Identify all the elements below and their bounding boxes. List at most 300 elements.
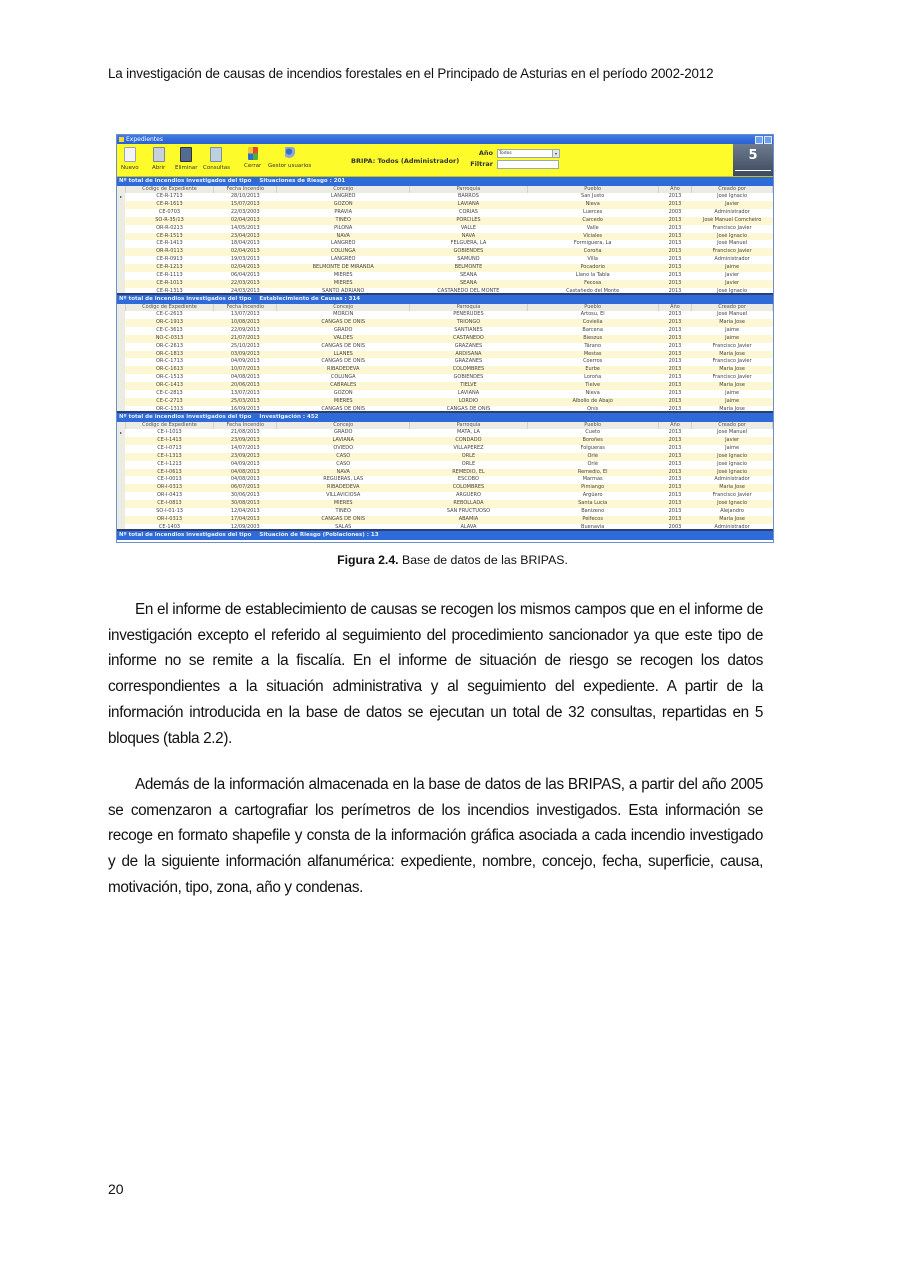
row-selector[interactable] bbox=[117, 524, 125, 531]
app-icon bbox=[119, 137, 124, 142]
table-cell: 2013 bbox=[658, 500, 691, 508]
table-cell: 14/05/2013 bbox=[214, 225, 277, 233]
table-cell: 02/04/2013 bbox=[214, 264, 277, 272]
table-cell: CANGAS DE ONÍS bbox=[277, 516, 410, 524]
section-situaciones-riesgo bbox=[117, 177, 773, 295]
table-cell: Javier bbox=[692, 201, 773, 209]
table-cell: Argüero bbox=[527, 492, 658, 500]
table-cell: ALAVA bbox=[410, 524, 527, 531]
table-cell: NAVA bbox=[277, 469, 410, 477]
table-row[interactable] bbox=[117, 288, 773, 295]
table-cell: CASTAÑEDO bbox=[410, 335, 527, 343]
column-header[interactable]: Fecha Incendio bbox=[214, 186, 277, 193]
table-cell: OR-C-1813 bbox=[125, 351, 214, 359]
table-cell: 13/07/2013 bbox=[214, 311, 277, 319]
table-row[interactable] bbox=[117, 469, 773, 477]
user-manager-button[interactable] bbox=[268, 147, 311, 169]
row-selector[interactable] bbox=[117, 327, 125, 335]
table-cell: 2013 bbox=[658, 217, 691, 225]
table-row[interactable] bbox=[117, 201, 773, 209]
table-cell: José Ignacio bbox=[692, 500, 773, 508]
table-row[interactable] bbox=[117, 516, 773, 524]
table-row[interactable] bbox=[117, 248, 773, 256]
row-selector[interactable] bbox=[117, 248, 125, 256]
table-cell: Francisco Javier bbox=[692, 358, 773, 366]
table-cell: 2013 bbox=[658, 240, 691, 248]
table-cell: Tárano bbox=[527, 343, 658, 351]
table-cell: 2013 bbox=[658, 508, 691, 516]
records-grid[interactable] bbox=[117, 422, 773, 531]
row-selector-header bbox=[117, 304, 125, 311]
open-button[interactable] bbox=[152, 147, 165, 171]
table-cell: Villa bbox=[527, 256, 658, 264]
table-cell: CE-R-1313 bbox=[125, 288, 214, 295]
column-header[interactable]: Códigc de Expediente bbox=[125, 304, 214, 311]
row-selector-header bbox=[117, 422, 125, 429]
table-row[interactable] bbox=[117, 327, 773, 335]
column-header[interactable]: Año bbox=[658, 422, 691, 429]
table-cell: GOBIENDES bbox=[410, 248, 527, 256]
row-selector[interactable] bbox=[117, 445, 125, 453]
row-selector[interactable] bbox=[117, 366, 125, 374]
table-cell: Nieva bbox=[527, 390, 658, 398]
column-header[interactable]: Fecha Incendio bbox=[214, 422, 277, 429]
table-cell: Fecosa bbox=[527, 280, 658, 288]
table-cell: 2013 bbox=[658, 193, 691, 201]
column-header[interactable]: Año bbox=[658, 304, 691, 311]
table-cell: 2013 bbox=[658, 319, 691, 327]
table-cell: Coerros bbox=[527, 358, 658, 366]
table-cell: 2013 bbox=[658, 492, 691, 500]
row-selector[interactable] bbox=[117, 476, 125, 484]
table-row[interactable] bbox=[117, 225, 773, 233]
column-header[interactable]: Parroquia bbox=[410, 422, 527, 429]
table-row[interactable] bbox=[117, 406, 773, 413]
table-cell: 30/08/2013 bbox=[214, 500, 277, 508]
table-cell: Francisco Javier bbox=[692, 492, 773, 500]
table-row[interactable] bbox=[117, 335, 773, 343]
table-row[interactable] bbox=[117, 382, 773, 390]
minimize-button[interactable] bbox=[755, 136, 763, 144]
section-header bbox=[117, 531, 773, 540]
table-cell: Luerces bbox=[527, 209, 658, 217]
table-cell: Jaime bbox=[692, 264, 773, 272]
new-button[interactable] bbox=[121, 147, 139, 171]
table-row[interactable] bbox=[117, 374, 773, 382]
table-row[interactable] bbox=[117, 193, 773, 201]
new-button-label: Nuevo bbox=[121, 165, 139, 171]
column-header[interactable]: Creado por bbox=[692, 186, 773, 193]
row-selector[interactable] bbox=[117, 358, 125, 366]
table-cell: MORCÍN bbox=[277, 311, 410, 319]
table-cell: Barcena bbox=[527, 327, 658, 335]
table-row[interactable] bbox=[117, 256, 773, 264]
table-cell: VALLE bbox=[410, 225, 527, 233]
grid-header-row bbox=[117, 304, 773, 311]
window-titlebar bbox=[117, 135, 773, 144]
table-cell: CE-R-1713 bbox=[125, 193, 214, 201]
table-cell: Coroña bbox=[527, 248, 658, 256]
row-selector[interactable] bbox=[117, 398, 125, 406]
table-cell: Orlé bbox=[527, 453, 658, 461]
table-cell: 02/04/2013 bbox=[214, 248, 277, 256]
row-selector[interactable] bbox=[117, 492, 125, 500]
table-cell: 2013 bbox=[658, 437, 691, 445]
column-header[interactable]: Concejo bbox=[277, 186, 410, 193]
table-cell: 2013 bbox=[658, 445, 691, 453]
table-cell: 04/08/2013 bbox=[214, 374, 277, 382]
table-cell: CE-1403 bbox=[125, 524, 214, 531]
column-header[interactable]: Pueblo bbox=[527, 304, 658, 311]
table-cell: 28/10/2013 bbox=[214, 193, 277, 201]
table-cell: ARDISANA bbox=[410, 351, 527, 359]
table-row[interactable] bbox=[117, 366, 773, 374]
table-cell: REMEDIO, EL bbox=[410, 469, 527, 477]
column-header[interactable]: Año bbox=[658, 186, 691, 193]
row-selector[interactable] bbox=[117, 469, 125, 477]
section-count: : 314 bbox=[344, 296, 361, 302]
row-selector[interactable] bbox=[117, 461, 125, 469]
row-selector[interactable] bbox=[117, 390, 125, 398]
table-cell: OR-C-1513 bbox=[125, 374, 214, 382]
table-cell: 2013 bbox=[658, 358, 691, 366]
table-cell: 2013 bbox=[658, 366, 691, 374]
table-row[interactable] bbox=[117, 461, 773, 469]
table-cell: Javier bbox=[692, 272, 773, 280]
table-cell: CE-I-0013 bbox=[125, 476, 214, 484]
table-cell: María Jose bbox=[692, 406, 773, 413]
table-row[interactable] bbox=[117, 217, 773, 225]
row-selector[interactable] bbox=[117, 453, 125, 461]
table-cell: 22/03/2013 bbox=[214, 280, 277, 288]
table-row[interactable] bbox=[117, 484, 773, 492]
window-controls bbox=[755, 136, 772, 144]
table-cell: COLOMBRES bbox=[410, 366, 527, 374]
table-cell: María Jose bbox=[692, 484, 773, 492]
row-selector[interactable] bbox=[117, 343, 125, 351]
table-cell: CE-R-1213 bbox=[125, 264, 214, 272]
table-cell: 2013 bbox=[658, 461, 691, 469]
table-cell: 2013 bbox=[658, 225, 691, 233]
table-cell: José Ignacio bbox=[692, 453, 773, 461]
query-icon bbox=[210, 147, 222, 162]
table-cell: María Jose bbox=[692, 516, 773, 524]
row-selector[interactable] bbox=[117, 500, 125, 508]
table-cell: OR-I-0413 bbox=[125, 492, 214, 500]
caption-text: Base de datos de las BRIPAS. bbox=[402, 553, 568, 567]
table-cell: TINEO bbox=[277, 217, 410, 225]
table-cell: Albollo de Abajo bbox=[527, 398, 658, 406]
table-cell: GRADO bbox=[277, 327, 410, 335]
table-row[interactable] bbox=[117, 264, 773, 272]
delete-button[interactable] bbox=[175, 147, 198, 171]
row-selector[interactable] bbox=[117, 256, 125, 264]
row-selector[interactable] bbox=[117, 516, 125, 524]
table-cell: COLUNGA bbox=[277, 374, 410, 382]
column-header[interactable]: Pueblo bbox=[527, 422, 658, 429]
table-cell: OR-C-1913 bbox=[125, 319, 214, 327]
table-cell: MIERES bbox=[277, 272, 410, 280]
table-row[interactable] bbox=[117, 209, 773, 217]
table-cell: CE-R-1613 bbox=[125, 201, 214, 209]
row-selector[interactable] bbox=[117, 335, 125, 343]
table-row[interactable] bbox=[117, 280, 773, 288]
table-cell: PEÑERUDES bbox=[410, 311, 527, 319]
open-button-label: Abrir bbox=[152, 165, 166, 171]
queries-button[interactable] bbox=[203, 147, 230, 171]
table-cell: GOZÓN bbox=[277, 201, 410, 209]
table-cell: CASO bbox=[277, 461, 410, 469]
table-cell: 25/10/2013 bbox=[214, 343, 277, 351]
column-header[interactable]: Concejo bbox=[277, 304, 410, 311]
table-cell: CE-0703 bbox=[125, 209, 214, 217]
table-cell: 23/09/2013 bbox=[214, 453, 277, 461]
table-cell: CE-C-2813 bbox=[125, 390, 214, 398]
table-cell: LAVIANA bbox=[410, 201, 527, 209]
table-cell: Loroña bbox=[527, 374, 658, 382]
section-situacion-riesgo-poblaciones bbox=[117, 531, 773, 540]
grid-header-row bbox=[117, 186, 773, 193]
grid-header-row bbox=[117, 422, 773, 429]
row-selector[interactable] bbox=[117, 351, 125, 359]
records-grid[interactable] bbox=[117, 304, 773, 413]
table-cell: BARROS bbox=[410, 193, 527, 201]
table-cell: 12/04/2013 bbox=[214, 508, 277, 516]
table-cell: 14/07/2013 bbox=[214, 445, 277, 453]
table-cell: ABAMIA bbox=[410, 516, 527, 524]
bripas-logo bbox=[733, 144, 773, 176]
table-cell: Francisco Javier bbox=[692, 225, 773, 233]
table-cell: CANGAS DE ONÍS bbox=[277, 358, 410, 366]
row-selector[interactable] bbox=[117, 311, 125, 319]
table-cell: 2013 bbox=[658, 311, 691, 319]
section-header bbox=[117, 295, 773, 304]
section-type: Situación de Riesgo (Poblaciones) bbox=[259, 532, 365, 538]
row-selector[interactable] bbox=[117, 484, 125, 492]
table-row[interactable] bbox=[117, 351, 773, 359]
table-cell: CORIAS bbox=[410, 209, 527, 217]
table-cell: VILLAVICIOSA bbox=[277, 492, 410, 500]
row-selector[interactable] bbox=[117, 508, 125, 516]
table-cell: 2013 bbox=[658, 343, 691, 351]
table-row[interactable] bbox=[117, 398, 773, 406]
row-selector[interactable] bbox=[117, 225, 125, 233]
table-cell: NAVA bbox=[277, 233, 410, 241]
table-cell: CE-I-0713 bbox=[125, 445, 214, 453]
table-cell: REGUERAS, LAS bbox=[277, 476, 410, 484]
row-selector[interactable] bbox=[117, 406, 125, 413]
table-row[interactable] bbox=[117, 272, 773, 280]
row-selector[interactable] bbox=[117, 437, 125, 445]
table-row[interactable] bbox=[117, 500, 773, 508]
column-header[interactable]: Códigc de Expediente bbox=[125, 422, 214, 429]
table-row[interactable] bbox=[117, 390, 773, 398]
row-selector[interactable] bbox=[117, 272, 125, 280]
table-row[interactable] bbox=[117, 319, 773, 327]
table-cell: 2013 bbox=[658, 382, 691, 390]
row-selector[interactable] bbox=[117, 240, 125, 248]
table-cell: SANTO ADRIANO bbox=[277, 288, 410, 295]
column-header[interactable]: Creado por bbox=[692, 304, 773, 311]
table-cell: LORDIO bbox=[410, 398, 527, 406]
table-cell: 16/09/2013 bbox=[214, 406, 277, 413]
section-type: Situaciones de Riesgo bbox=[259, 178, 328, 184]
table-cell: Pimiango bbox=[527, 484, 658, 492]
table-row[interactable] bbox=[117, 508, 773, 516]
table-row[interactable] bbox=[117, 311, 773, 319]
table-cell: 10/07/2013 bbox=[214, 366, 277, 374]
table-cell: 2013 bbox=[658, 327, 691, 335]
table-cell: Remedio, El bbox=[527, 469, 658, 477]
table-cell: ORLÉ bbox=[410, 453, 527, 461]
table-cell: Llano la Tabla bbox=[527, 272, 658, 280]
row-selector[interactable] bbox=[117, 319, 125, 327]
table-cell: José Ignacio bbox=[692, 193, 773, 201]
table-cell: José Manuel bbox=[692, 240, 773, 248]
chevron-down-icon: ▾ bbox=[552, 150, 559, 157]
column-header[interactable]: Parroquia bbox=[410, 186, 527, 193]
table-cell: 06/04/2013 bbox=[214, 272, 277, 280]
table-cell: San Justo bbox=[527, 193, 658, 201]
column-header[interactable]: Parroquia bbox=[410, 304, 527, 311]
table-cell: Bieszus bbox=[527, 335, 658, 343]
table-cell: 06/07/2013 bbox=[214, 484, 277, 492]
table-cell: REBOLLADA bbox=[410, 500, 527, 508]
table-cell: LANGREO bbox=[277, 256, 410, 264]
table-cell: OR-R-0213 bbox=[125, 225, 214, 233]
row-selector[interactable]: ▸ bbox=[117, 193, 125, 201]
table-cell: María Jose bbox=[692, 366, 773, 374]
table-row[interactable] bbox=[117, 437, 773, 445]
table-cell: 22/03/2003 bbox=[214, 209, 277, 217]
table-row[interactable] bbox=[117, 453, 773, 461]
table-cell: MIERES bbox=[277, 398, 410, 406]
table-cell: 2013 bbox=[658, 476, 691, 484]
table-cell: GOZÓN bbox=[277, 390, 410, 398]
filter-input[interactable] bbox=[497, 160, 559, 169]
column-header[interactable]: Fecha Incendio bbox=[214, 304, 277, 311]
row-selector[interactable] bbox=[117, 280, 125, 288]
table-cell: PRAVIA bbox=[277, 209, 410, 217]
table-cell: OR-I-0313 bbox=[125, 484, 214, 492]
table-cell: SO-R-35/13 bbox=[125, 217, 214, 225]
table-cell: 2013 bbox=[658, 335, 691, 343]
column-header[interactable]: Pueblo bbox=[527, 186, 658, 193]
table-cell: María Jose bbox=[692, 351, 773, 359]
table-cell: 2013 bbox=[658, 233, 691, 241]
table-cell: 04/08/2013 bbox=[214, 469, 277, 477]
table-row[interactable] bbox=[117, 358, 773, 366]
table-cell: LANGREO bbox=[277, 240, 410, 248]
new-document-icon bbox=[124, 147, 136, 162]
table-cell: LLANES bbox=[277, 351, 410, 359]
table-cell: 2013 bbox=[658, 374, 691, 382]
close-button[interactable] bbox=[244, 147, 261, 169]
table-row[interactable] bbox=[117, 233, 773, 241]
table-cell: CE-I-0613 bbox=[125, 469, 214, 477]
table-cell: 04/09/2013 bbox=[214, 461, 277, 469]
table-cell: 2013 bbox=[658, 288, 691, 295]
table-cell: Francisco Javier bbox=[692, 343, 773, 351]
table-row[interactable] bbox=[117, 240, 773, 248]
table-cell: CE-R-1413 bbox=[125, 240, 214, 248]
table-cell: José Ignacio bbox=[692, 288, 773, 295]
table-cell: VALDÉS bbox=[277, 335, 410, 343]
toolbar bbox=[117, 144, 773, 177]
table-cell: Jaime bbox=[692, 398, 773, 406]
table-cell: CE-I-1013 bbox=[125, 429, 214, 437]
row-selector[interactable] bbox=[117, 382, 125, 390]
table-cell: Onís bbox=[527, 406, 658, 413]
maximize-button[interactable] bbox=[764, 136, 772, 144]
table-cell: CASO bbox=[277, 453, 410, 461]
filter-label: Filtrar bbox=[470, 160, 493, 168]
section-header bbox=[117, 177, 773, 186]
table-row[interactable] bbox=[117, 524, 773, 531]
users-icon bbox=[285, 147, 295, 160]
body-paragraph-2: Además de la información almacenada en la base de datos de las BRIPAS, a partir del año 2005 se comenzaron a cartografiar los perímetros de los incendios investigados. Esta información se recoge en formato shapefile y consta de la información gráfica asociada a cada incendio investigado y de la siguiente información alfanumérica: expediente, nombre, concejo, fecha, superficie, causa, motivación, tipo, zona, año y condenas. bbox=[108, 776, 763, 896]
table-row[interactable] bbox=[117, 492, 773, 500]
row-selector[interactable]: ▸ bbox=[117, 429, 125, 437]
column-header[interactable]: Concejo bbox=[277, 422, 410, 429]
table-cell: OR-C-1713 bbox=[125, 358, 214, 366]
table-cell: GRADO bbox=[277, 429, 410, 437]
row-selector[interactable] bbox=[117, 217, 125, 225]
section-type: Establecimiento de Causas bbox=[259, 296, 343, 302]
table-cell: GOBIENDES bbox=[410, 374, 527, 382]
table-cell: CE-C-3613 bbox=[125, 327, 214, 335]
section-investigacion bbox=[117, 413, 773, 531]
column-header[interactable]: Creado por bbox=[692, 422, 773, 429]
table-cell: José Manuel Comcheiro bbox=[692, 217, 773, 225]
table-cell: PILOÑA bbox=[277, 225, 410, 233]
queries-button-label: Consultas bbox=[203, 165, 230, 171]
delete-button-label: Eliminar bbox=[175, 165, 198, 171]
table-cell: CE-R-1013 bbox=[125, 280, 214, 288]
row-selector[interactable] bbox=[117, 201, 125, 209]
table-cell: Administrador bbox=[692, 256, 773, 264]
column-header[interactable]: Códigc de Expediente bbox=[125, 186, 214, 193]
table-row[interactable] bbox=[117, 476, 773, 484]
table-cell: 10/08/2013 bbox=[214, 319, 277, 327]
row-selector[interactable] bbox=[117, 209, 125, 217]
table-cell: 23/09/2013 bbox=[214, 437, 277, 445]
table-cell: Javier bbox=[692, 280, 773, 288]
caption-label: Figura 2.4. bbox=[337, 553, 399, 567]
table-row[interactable] bbox=[117, 445, 773, 453]
table-cell: COLUNGA bbox=[277, 248, 410, 256]
row-selector[interactable] bbox=[117, 288, 125, 295]
table-cell: SANTIANES bbox=[410, 327, 527, 335]
table-cell: 2013 bbox=[658, 351, 691, 359]
table-row[interactable] bbox=[117, 429, 773, 437]
row-selector[interactable] bbox=[117, 233, 125, 241]
table-row[interactable] bbox=[117, 343, 773, 351]
table-cell: TIELVE bbox=[410, 382, 527, 390]
section-title: Nº total de incendios investigados del tipo bbox=[119, 296, 252, 302]
table-cell: OR-C-2613 bbox=[125, 343, 214, 351]
table-cell: José Manuel bbox=[692, 429, 773, 437]
table-cell: 02/04/2013 bbox=[214, 217, 277, 225]
year-select[interactable] bbox=[497, 149, 560, 158]
table-cell: Artosu, El bbox=[527, 311, 658, 319]
table-cell: Santa Lucía bbox=[527, 500, 658, 508]
table-cell: SO-I-01-13 bbox=[125, 508, 214, 516]
table-cell: 2013 bbox=[658, 453, 691, 461]
records-grid[interactable] bbox=[117, 186, 773, 295]
row-selector[interactable] bbox=[117, 264, 125, 272]
row-selector[interactable] bbox=[117, 374, 125, 382]
